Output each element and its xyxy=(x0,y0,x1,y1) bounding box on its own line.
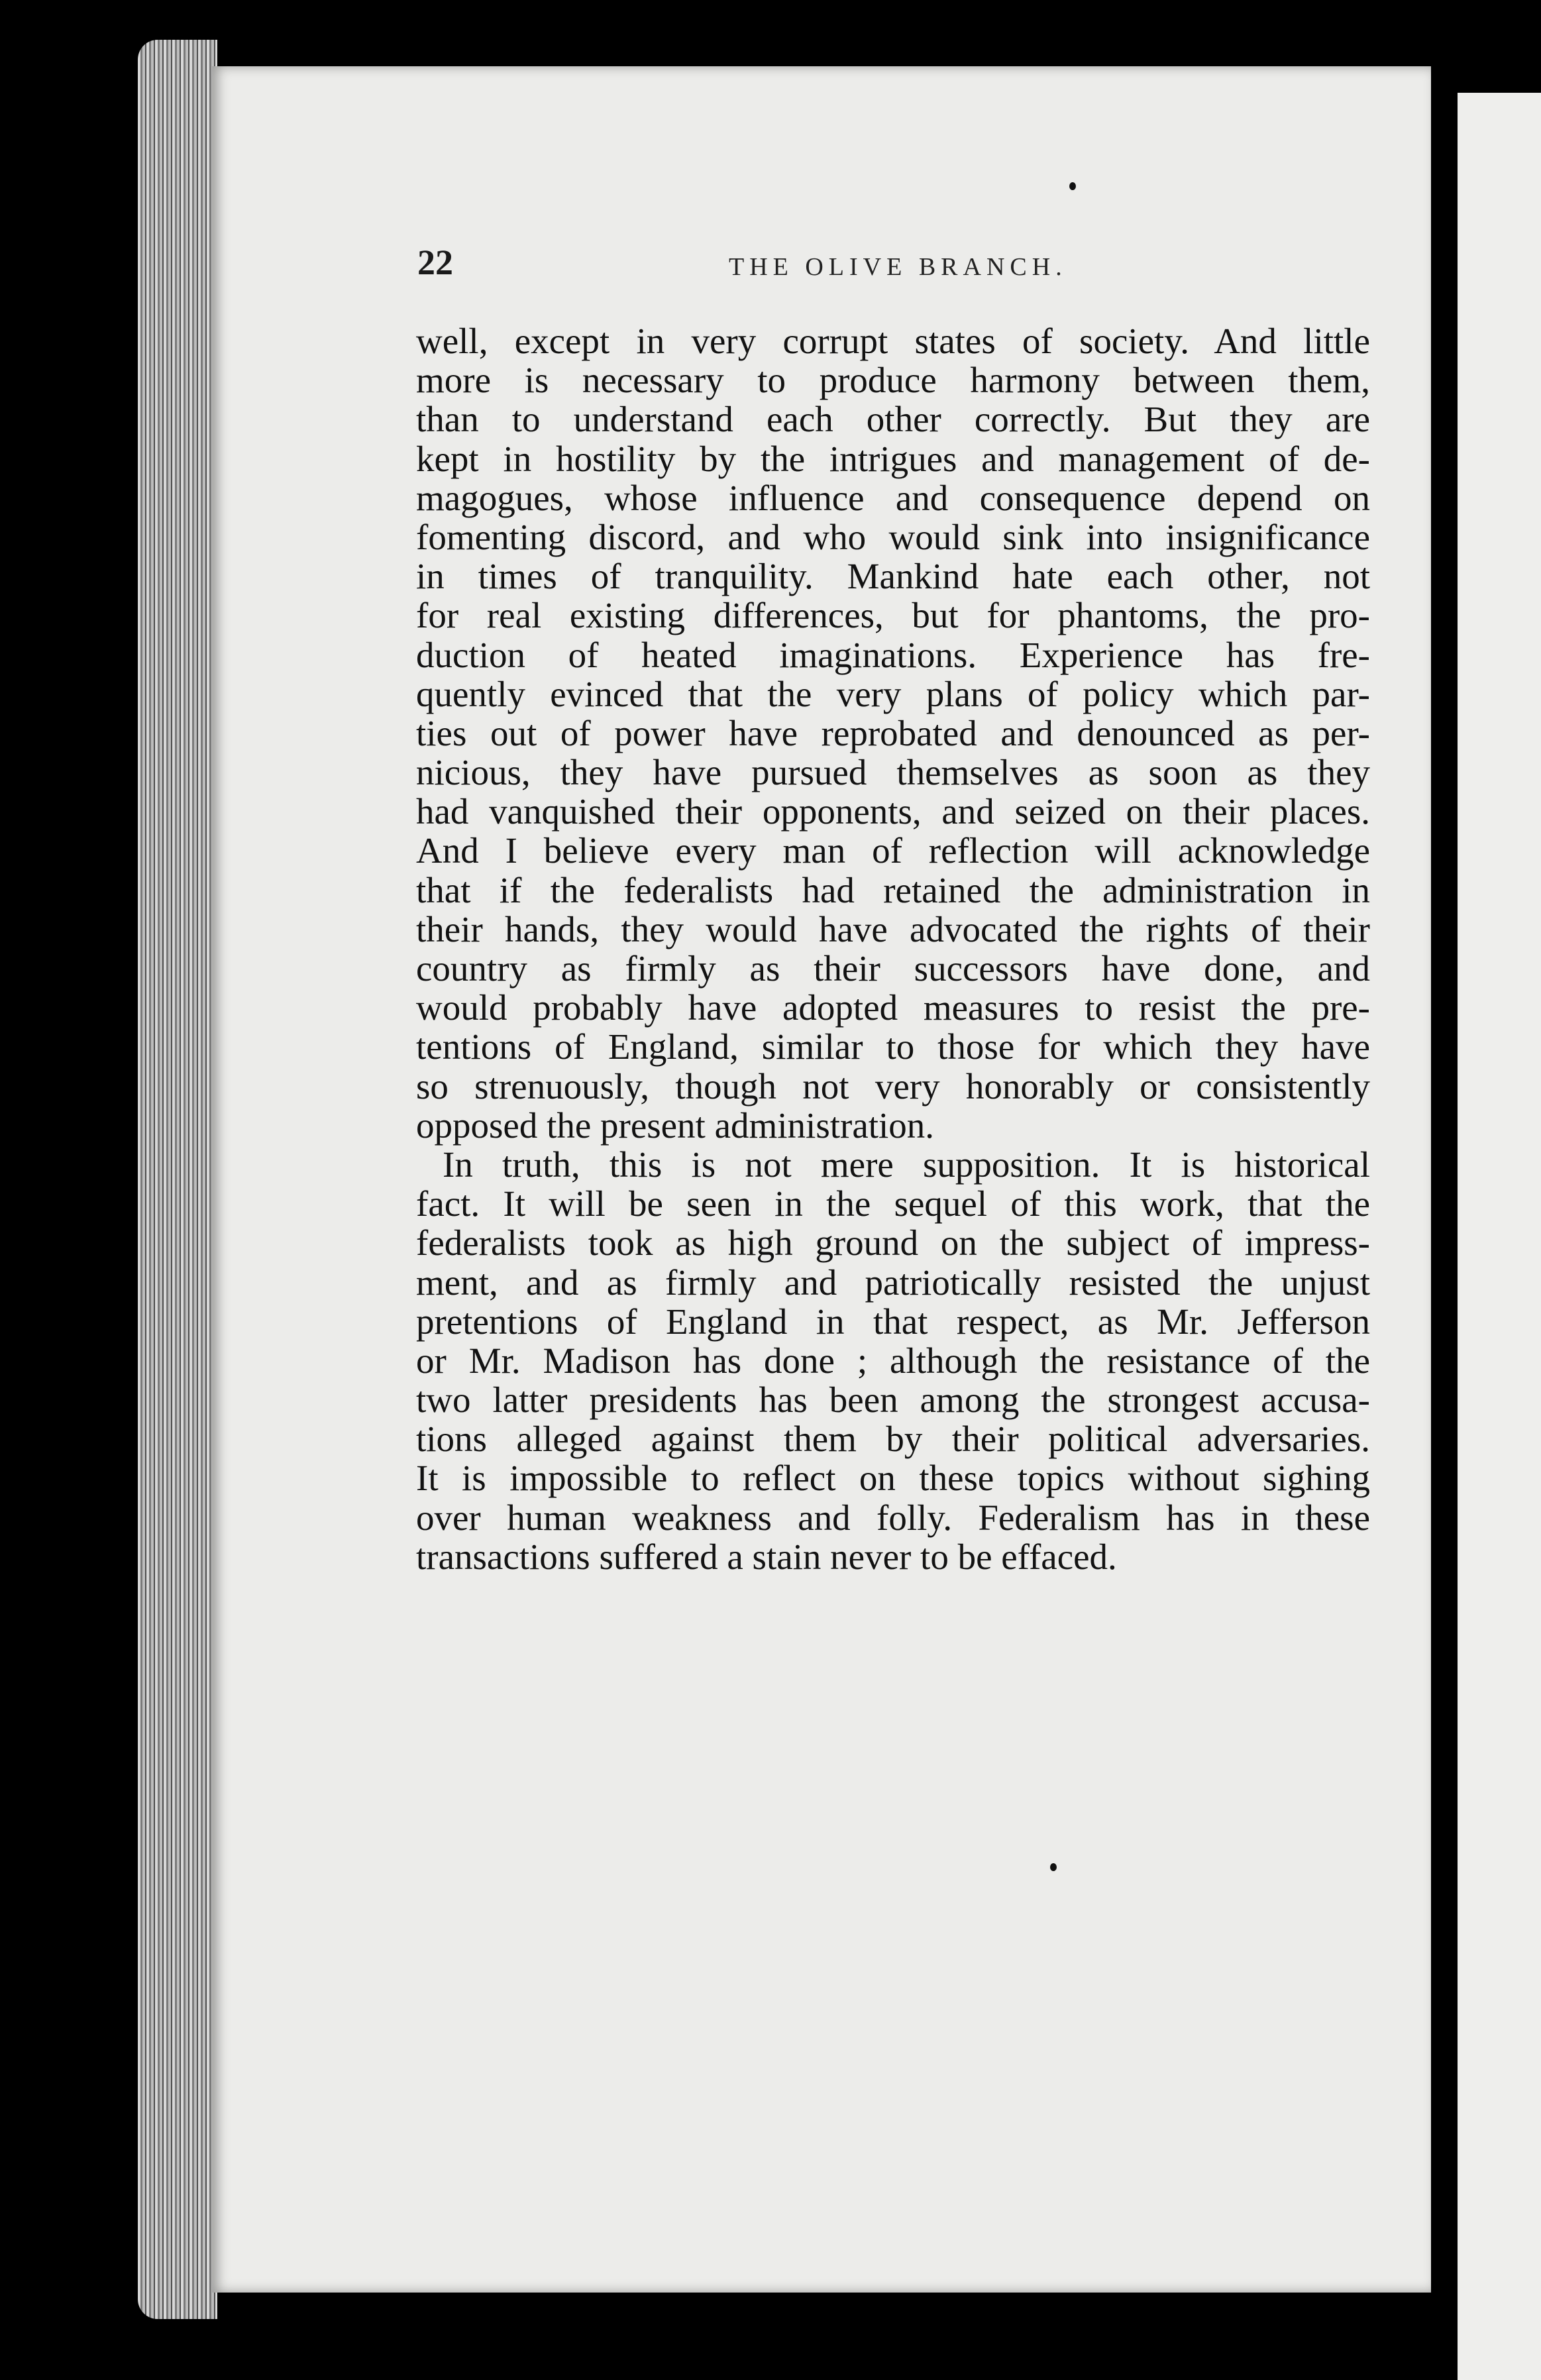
page-edge-stack xyxy=(0,0,239,2380)
text-line: ties out of power have reprobated and denounced as per- xyxy=(416,712,1370,753)
text-line: had vanquished their opponents, and seized on their places. xyxy=(416,791,1370,832)
text-line: kept in hostility by the intrigues and management of de- xyxy=(416,438,1370,479)
ink-speck xyxy=(1050,1863,1057,1871)
text-line: And I believe every man of reflection will acknowledge xyxy=(416,830,1370,871)
text-line: magogues, whose influence and consequence depend on xyxy=(416,477,1370,518)
text-line: so strenuously, though not very honorably or consistently xyxy=(416,1065,1370,1107)
text-line: over human weakness and folly. Federalism has in these xyxy=(416,1497,1370,1538)
text-line: in times of tranquility. Mankind hate each other, not xyxy=(416,556,1370,597)
text-line: federalists took as high ground on the subject of impress- xyxy=(416,1222,1370,1264)
text-line: transactions suffered a stain never to be effaced. xyxy=(416,1536,1117,1577)
text-line: for real existing differences, but for phantoms, the pro- xyxy=(416,595,1370,636)
text-line: or Mr. Madison has done ; although the resistance of the xyxy=(416,1340,1370,1381)
page-number: 22 xyxy=(417,243,453,282)
text-line: opposed the present administration. xyxy=(416,1105,935,1146)
text-line: fomenting discord, and who would sink into insignificance xyxy=(416,516,1370,557)
ink-speck xyxy=(1069,182,1076,190)
text-line: pretentions of England in that respect, as Mr. Jefferson xyxy=(416,1301,1370,1342)
text-line: tentions of England, similar to those for which they have xyxy=(416,1026,1370,1067)
text-line: that if the federalists had retained the administration in xyxy=(416,869,1370,910)
text-line: tions alleged against them by their political adversaries. xyxy=(416,1419,1370,1460)
text-line: nicious, they have pursued themselves as soon as they xyxy=(416,752,1370,793)
text-line: duction of heated imaginations. Experience has fre- xyxy=(416,634,1370,675)
text-line: In truth, this is not mere supposition. It is historical xyxy=(443,1144,1370,1185)
text-line: fact. It will be seen in the sequel of this work, that the xyxy=(416,1183,1370,1224)
text-line: well, except in very corrupt states of society. And little xyxy=(416,321,1370,361)
text-line: than to understand each other correctly. But they are xyxy=(416,399,1370,440)
right-page-partial xyxy=(1458,93,1541,2380)
page-header xyxy=(417,235,1371,288)
body-text xyxy=(416,321,1370,1576)
text-line: more is necessary to produce harmony between them, xyxy=(416,360,1370,401)
text-line: ment, and as firmly and patriotically resisted the unjust xyxy=(416,1262,1370,1303)
text-line: would probably have adopted measures to resist the pre- xyxy=(416,987,1370,1028)
text-line: It is impossible to reflect on these topics without sighing xyxy=(416,1458,1370,1499)
page-edges xyxy=(138,40,217,2319)
text-line: two latter presidents has been among the strongest accusa- xyxy=(416,1379,1370,1421)
text-line: quently evinced that the very plans of policy which par- xyxy=(416,673,1370,714)
text-line: their hands, they would have advocated the rights of their xyxy=(416,908,1370,949)
text-line: country as firmly as their successors have done, and xyxy=(416,948,1370,989)
running-head: THE OLIVE BRANCH. xyxy=(729,253,1067,281)
